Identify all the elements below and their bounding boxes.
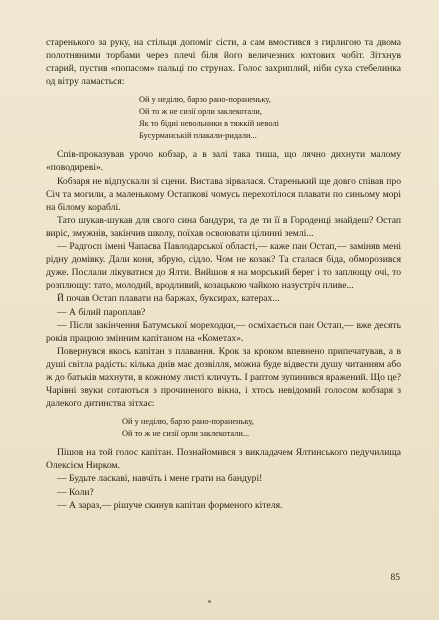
paragraph: Тато шукав-шукав для свого сина бандури, та де ти її в Городенці знайдеш? Остап виріс, змужнів, закінчив школу, поїхав освоювати цілинні землі... [46, 214, 401, 239]
paragraph: Кобзаря не відпускали зі сцени. Вистава зірвалася. Старенький ще довго співав про Січ та могили, а маленькому Остапкові чомусь перехотілося плавати по синьому морі на білому кораблі. [46, 175, 401, 213]
page-number: 85 [390, 573, 400, 583]
verse-line: Бусурманській плакали-ридали... [139, 131, 257, 141]
verse-line: Ой у неділю, барзо рано-пораненьку, [122, 417, 254, 427]
paragraph: — Будьте ласкаві, навчіть і мене грати на бандурі! [57, 473, 263, 485]
verse-quote [139, 94, 401, 142]
paragraph: — Радгосп імені Чапаєва Павлодарської області,— каже пан Остап,— заміняв мені рідну домівку. Дали коня, збрую, сідло. Чом не козак? Та сталася біда, обморозився дуже. Послали лікуватися до Ялти. Вийшов я на морський берег і то заплющу очі, то розплющу: тато, молодий, вродливий, козацькою чайкою назустріч пливе... [46, 241, 401, 292]
paragraph: Й почав Остап плавати на баржах, буксирах, катерах... [57, 293, 280, 305]
paragraph: — А зараз,— рішуче скинув капітан форменого кітеля. [57, 499, 283, 511]
paragraph: старенького за руку, на стільця допоміг сісти, а сам вмостився з гирлигою та двома полотняними торбами через плечі біля його величезних юхтових чобіт. Зітхнув старий, пустив «попасом» пальці по струнах. Голос захриплий, ніби суха стебелинка од вітру ламається: [46, 37, 401, 88]
verse-line: Ой то ж не сизії орли заклекотали, [139, 107, 262, 117]
paragraph: — Коли? [57, 486, 94, 498]
paragraph: Повернувся якось капітан з плавання. Крок за кроком впевнено припечатував, а в душі світла радість: кілька днів має дозвілля, можна буде відвести душу читанням або ж до батьків махнути, в кожному листі кличуть. І раптом зупинився вражений. Що це? Чарівні звуки сотаються з прочиненого вікна, і хтось невідомий голосом кобзаря з далекого дитинства зітхає: [46, 345, 401, 410]
paragraph: Спів-проказував урочо кобзар, а в залі така тиша, що лячно дихнути малому «поводиреві». [46, 149, 401, 174]
print-speck [208, 600, 211, 603]
body-text [46, 36, 401, 512]
verse-line: Ой то ж не сизії орли заклекотали... [122, 429, 250, 439]
verse-line: Ой у неділю, барзо рано-пораненьку, [139, 95, 271, 105]
paragraph: Пішов на той голос капітан. Познайомився з викладачем Ялтинського педучилища Олексієм Нирком. [46, 447, 401, 472]
verse-quote [122, 416, 401, 440]
paragraph: — А білий пароплав? [57, 306, 146, 318]
paragraph: — Після закінчення Батумської мореходки,— осміхається пан Остап,— вже десять років працюю змінним капітаном на «Кометах». [46, 319, 401, 344]
verse-line: Як то бідиі невольники в тяжкій неволі [139, 119, 279, 129]
